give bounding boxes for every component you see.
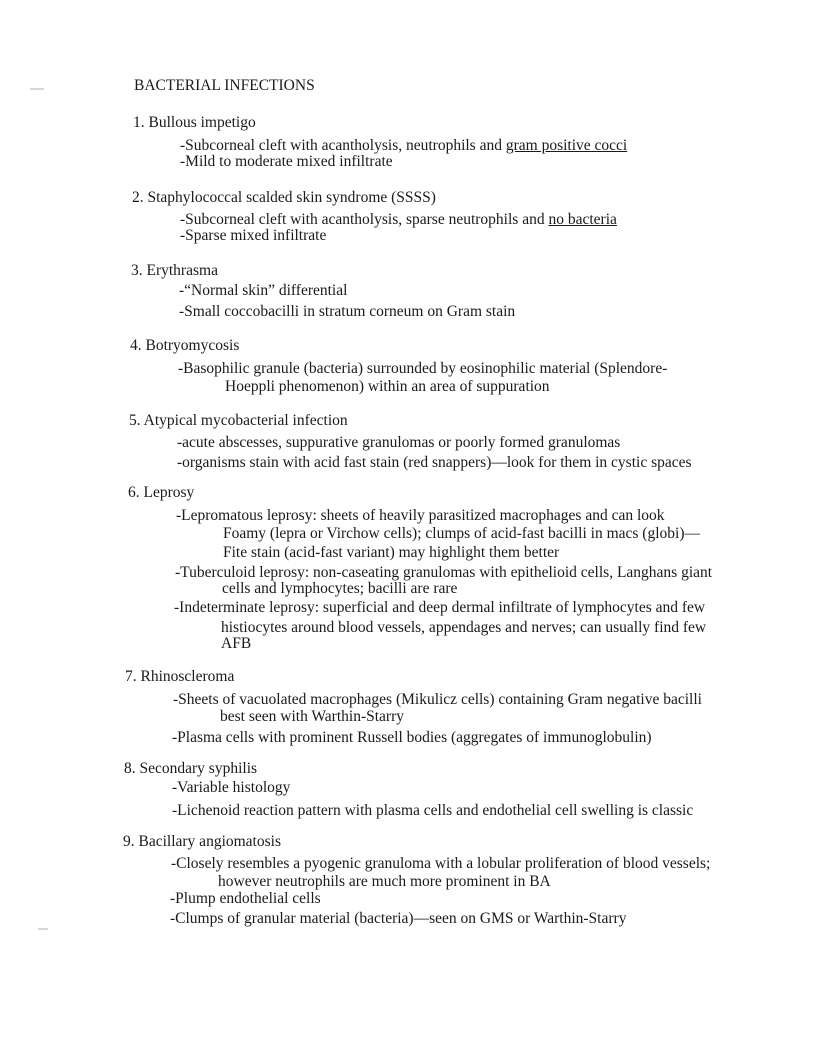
bullet-line: -Lichenoid reaction pattern with plasma cells and endothelial cell swelling is classic	[172, 802, 694, 819]
scan-speck	[38, 928, 48, 930]
bullet-continuation: Fite stain (acid-fast variant) may highlight them better	[223, 544, 560, 561]
bullet-line: -Indeterminate leprosy: superficial and deep dermal infiltrate of lymphocytes and few	[174, 599, 706, 616]
bullet-continuation: best seen with Warthin-Starry	[220, 708, 404, 725]
bullet-line: -Tuberculoid leprosy: non-caseating granulomas with epithelioid cells, Langhans giant	[175, 564, 713, 581]
bullet-continuation: however neutrophils are much more prominent in BA	[218, 873, 551, 890]
underlined-term: gram positive cocci	[505, 137, 628, 154]
section-heading-bullous-impetigo: 1. Bullous impetigo	[133, 114, 256, 131]
bullet-text: -Subcorneal cleft with acantholysis, neutrophils and	[180, 137, 506, 154]
bullet-continuation: cells and lymphocytes; bacilli are rare	[222, 580, 458, 597]
bullet-line: -acute abscesses, suppurative granulomas or poorly formed granulomas	[177, 434, 621, 451]
section-heading-erythrasma: 3. Erythrasma	[131, 262, 218, 279]
bullet-line: -Plasma cells with prominent Russell bodies (aggregates of immunoglobulin)	[172, 729, 652, 746]
bullet-continuation: AFB	[221, 635, 252, 652]
bullet-line: -Clumps of granular material (bacteria)—seen on GMS or Warthin-Starry	[170, 910, 627, 927]
page-title: BACTERIAL INFECTIONS	[134, 77, 315, 94]
bullet-text: -Subcorneal cleft with acantholysis, sparse neutrophils and	[180, 211, 549, 228]
section-heading-bacillary-angiomatosis: 9. Bacillary angiomatosis	[123, 833, 281, 850]
bullet-line: -Sparse mixed infiltrate	[180, 227, 327, 244]
bullet-continuation: histiocytes around blood vessels, appendages and nerves; can usually find few	[221, 619, 707, 636]
bullet-continuation: Foamy (lepra or Virchow cells); clumps of acid-fast bacilli in macs (globi)—	[223, 525, 700, 542]
bullet-line: -Small coccobacilli in stratum corneum on Gram stain	[179, 303, 516, 320]
bullet-line: -Closely resembles a pyogenic granuloma with a lobular proliferation of blood vessels;	[171, 855, 711, 872]
section-heading-ssss: 2. Staphylococcal scalded skin syndrome (SSSS)	[132, 189, 436, 206]
section-heading-secondary-syphilis: 8. Secondary syphilis	[124, 760, 258, 777]
bullet-line: -Mild to moderate mixed infiltrate	[180, 153, 393, 170]
section-heading-rhinoscleroma: 7. Rhinoscleroma	[125, 668, 235, 685]
section-heading-atypical-mycobacterial: 5. Atypical mycobacterial infection	[129, 412, 348, 429]
bullet-line: -Variable histology	[172, 779, 291, 796]
bullet-continuation: Hoeppli phenomenon) within an area of suppuration	[225, 378, 550, 395]
bullet-line: -Sheets of vacuolated macrophages (Mikulicz cells) containing Gram negative bacilli	[173, 691, 702, 708]
bullet-line: -Basophilic granule (bacteria) surrounded by eosinophilic material (Splendore-	[178, 360, 668, 377]
section-heading-botryomycosis: 4. Botryomycosis	[130, 337, 240, 354]
bullet-line: -Lepromatous leprosy: sheets of heavily parasitized macrophages and can look	[176, 507, 665, 524]
bullet-line: -“Normal skin” differential	[179, 282, 348, 299]
underlined-term: no bacteria	[548, 211, 617, 228]
section-heading-leprosy: 6. Leprosy	[128, 484, 195, 501]
bullet-line: -Plump endothelial cells	[170, 890, 321, 907]
bullet-line: -organisms stain with acid fast stain (red snappers)—look for them in cystic spaces	[177, 454, 692, 471]
scan-speck	[30, 88, 44, 90]
